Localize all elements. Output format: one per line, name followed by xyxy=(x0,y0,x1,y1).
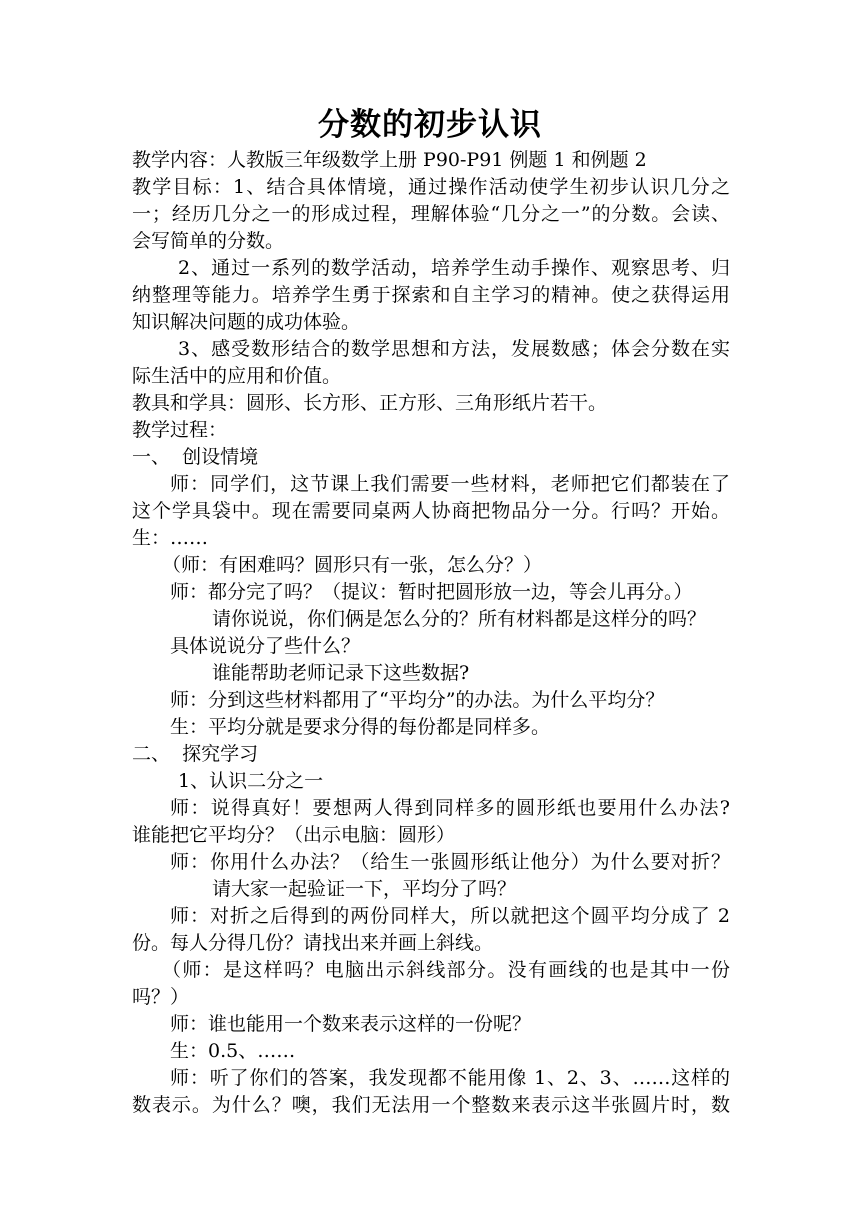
text-line-materials: 教具和学具：圆形、长方形、正方形、三角形纸片若干。 xyxy=(132,392,608,414)
text-line-s2-6: 份。每人分得几份？请找出来并画上斜线。 xyxy=(132,932,494,954)
text-line-goal3-1: 3、感受数形结合的数学思想和方法，发展数感；体会分数在实 xyxy=(178,338,730,360)
text-line-s1-9: 师：分到这些材料都用了“平均分”的办法。为什么平均分？ xyxy=(170,689,665,711)
text-line-goals-3: 会写简单的分数。 xyxy=(132,230,285,252)
text-line-s2-8: 吗？） xyxy=(132,986,190,1008)
text-line-s1-8: 谁能帮助老师记录下这些数据? xyxy=(212,662,470,684)
text-line-s1-1: 师：同学们，这节课上我们需要一些材料，老师把它们都装在了 xyxy=(170,473,730,495)
text-line-goal2-1: 2、通过一系列的数学活动，培养学生动手操作、观察思考、归 xyxy=(178,257,730,279)
text-line-s2-4: 请大家一起验证一下，平均分了吗？ xyxy=(212,878,517,900)
text-line-s2-10: 生：0.5、…… xyxy=(170,1040,296,1062)
text-line-goal3-2: 际生活中的应用和价值。 xyxy=(132,365,342,387)
text-line-s1-4: （师：有困难吗？圆形只有一张，怎么分？） xyxy=(162,554,543,576)
text-line-s1-6: 请你说说，你们俩是怎么分的？所有材料都是这样分的吗？ xyxy=(212,608,707,630)
text-line-s1-2: 这个学具袋中。现在需要同桌两人协商把物品分一分。行吗？开始。 xyxy=(132,500,730,522)
text-line-s2-2: 谁能把它平均分？（出示电脑：圆形） xyxy=(132,824,456,846)
section-heading-2: 二、 探究学习 xyxy=(132,743,259,765)
text-line-s2-11: 师：听了你们的答案，我发现都不能用像 1、2、3、……这样的 xyxy=(170,1067,730,1089)
text-line-s2-3: 师：你用什么办法？（给生一张圆形纸让他分）为什么要对折？ xyxy=(170,851,730,873)
text-line-process-heading: 教学过程： xyxy=(132,419,228,441)
subsection-heading-1: 1、认识二分之一 xyxy=(178,770,324,792)
text-line-s1-5: 师：都分完了吗？（提议：暂时把圆形放一边，等会儿再分。） xyxy=(170,581,693,603)
text-line-goal2-3: 知识解决问题的成功体验。 xyxy=(132,311,361,333)
text-line-s1-7: 具体说说分了些什么？ xyxy=(170,635,361,657)
document-title: 分数的初步认识 xyxy=(318,107,542,143)
text-line-s2-1: 师：说得真好！要想两人得到同样多的圆形纸也要用什么办法? xyxy=(170,797,730,819)
text-line-s1-10: 生：平均分就是要求分得的每份都是同样多。 xyxy=(170,716,551,738)
section-heading-1: 一、 创设情境 xyxy=(132,446,259,468)
text-line-goals-2: 一；经历几分之一的形成过程，理解体验“几分之一”的分数。会读、 xyxy=(132,203,730,225)
text-line-s2-7: （师：是这样吗？电脑出示斜线部分。没有画线的也是其中一份 xyxy=(162,959,730,981)
text-line-s2-9: 师：谁也能用一个数来表示这样的一份呢？ xyxy=(170,1013,532,1035)
text-line-goals-1: 教学目标：1、结合具体情境，通过操作活动使学生初步认识几分之 xyxy=(132,176,730,198)
text-line-s2-12: 数表示。为什么？噢，我们无法用一个整数来表示这半张圆片时，数 xyxy=(132,1094,730,1116)
text-line-goal2-2: 纳整理等能力。培养学生勇于探索和自主学习的精神。使之获得运用 xyxy=(132,284,730,306)
text-line-s1-3: 生：…… xyxy=(132,527,209,549)
text-line-s2-5: 师：对折之后得到的两份同样大，所以就把这个圆平均分成了 2 xyxy=(170,905,730,927)
text-line-teaching-content: 教学内容：人教版三年级数学上册 P90-P91 例题 1 和例题 2 xyxy=(132,149,647,171)
